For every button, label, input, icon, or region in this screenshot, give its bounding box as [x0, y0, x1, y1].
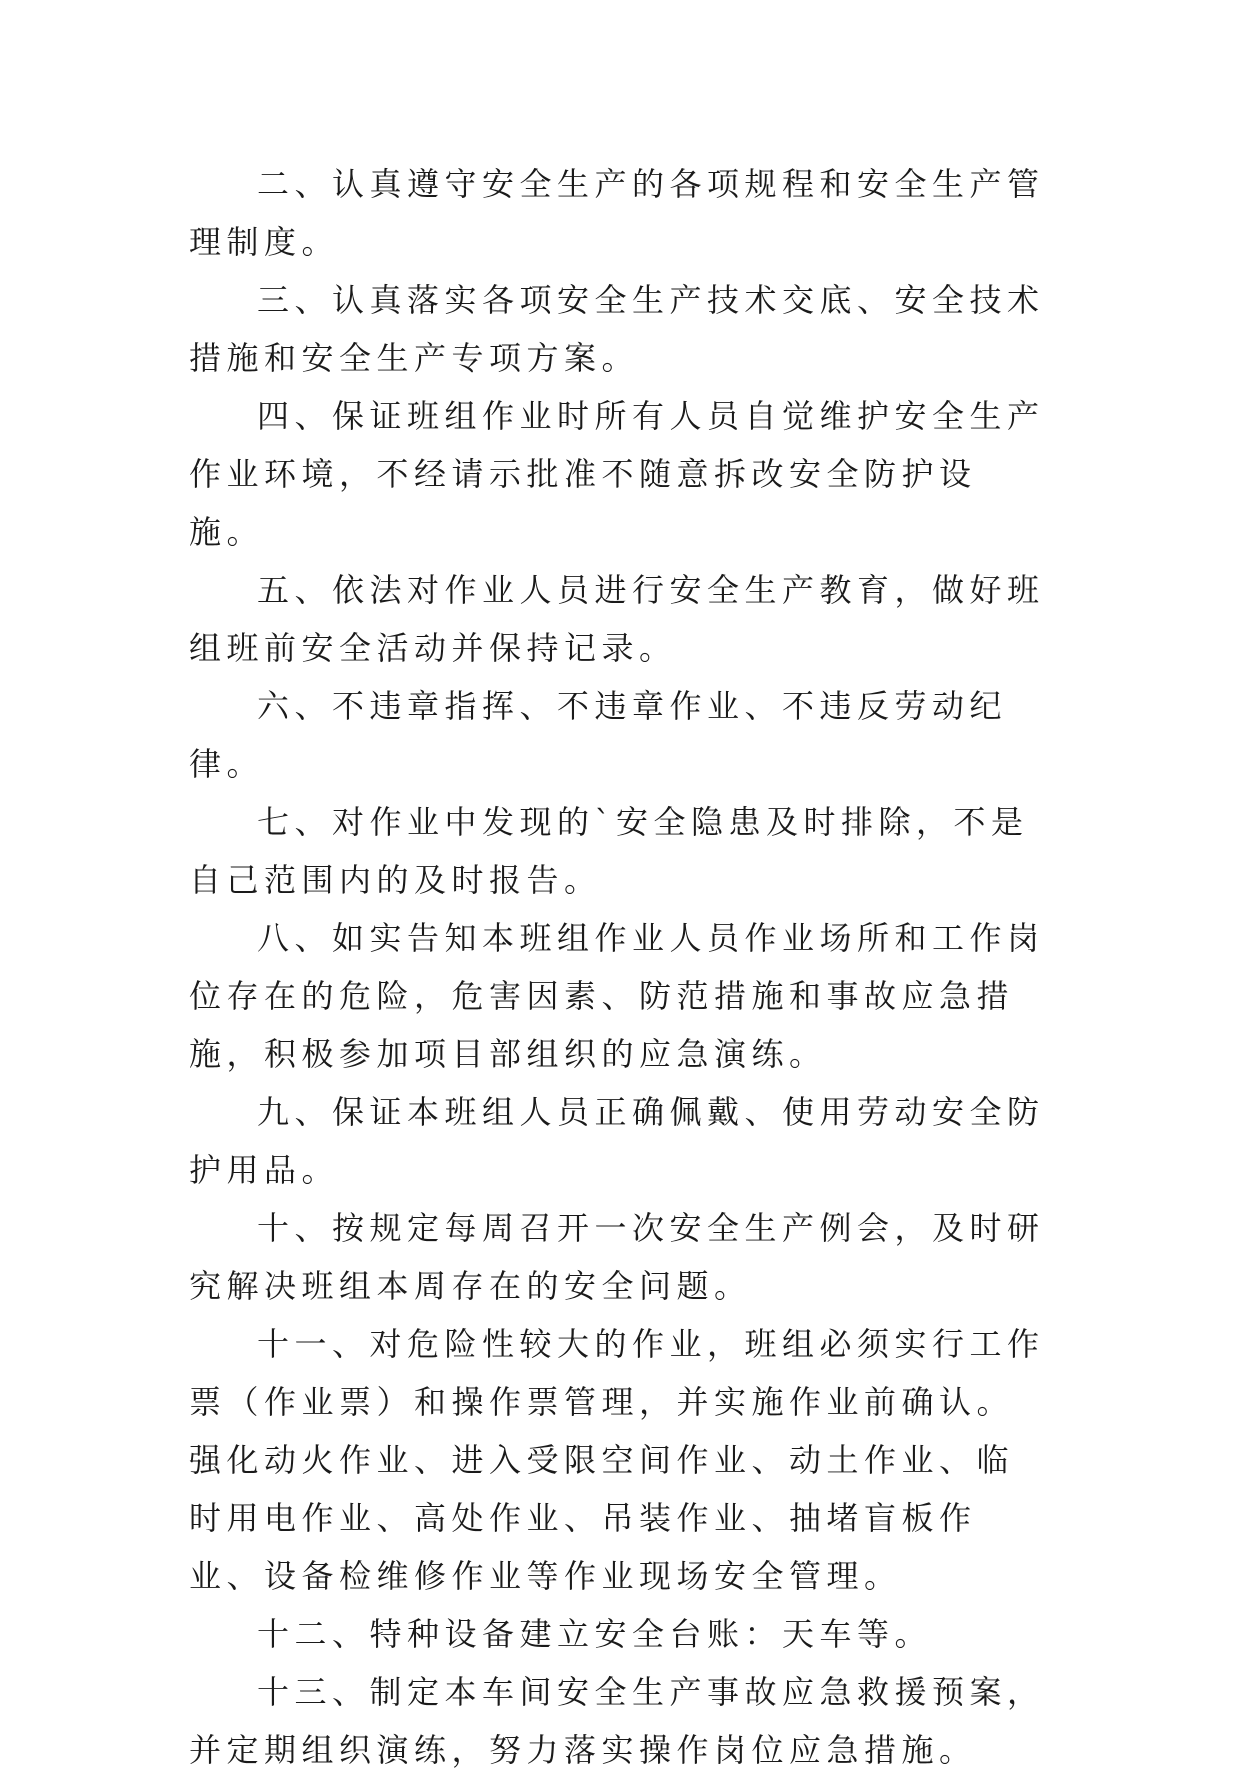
clause-7: 七、对作业中发现的`安全隐患及时排除，不是自己范围内的及时报告。 [189, 803, 1029, 899]
clause-2: 二、认真遵守安全生产的各项规程和安全生产管理制度。 [189, 165, 1045, 261]
clause-9: 九、保证本班组人员正确佩戴、使用劳动安全防护用品。 [189, 1093, 1045, 1189]
clause-12: 十二、特种设备建立安全台账：天车等。 [257, 1615, 933, 1653]
clause-13: 十三、制定本车间安全生产事故应急救援预案，并定期组织演练，努力落实操作岗位应急措施。 [189, 1673, 1045, 1769]
clause-10: 十、按规定每周召开一次安全生产例会，及时研究解决班组本周存在的安全问题。 [189, 1209, 1045, 1305]
document-body [189, 155, 1049, 1779]
clause-5: 五、依法对作业人员进行安全生产教育，做好班组班前安全活动并保持记录。 [189, 571, 1045, 667]
clause-3: 三、认真落实各项安全生产技术交底、安全技术措施和安全生产专项方案。 [189, 281, 1045, 377]
clause-6: 六、不违章指挥、不违章作业、不违反劳动纪律。 [189, 687, 1008, 783]
clause-11: 十一、对危险性较大的作业，班组必须实行工作票（作业票）和操作票管理，并实施作业前确认。强化动火作业、进入受限空间作业、动土作业、临时用电作业、高处作业、吊装作业、抽堵盲板作业、设备检维修作业等作业现场安全管理。 [189, 1325, 1045, 1595]
clause-8: 八、如实告知本班组作业人员作业场所和工作岗位存在的危险，危害因素、防范措施和事故应急措施，积极参加项目部组织的应急演练。 [189, 919, 1045, 1073]
clause-4: 四、保证班组作业时所有人员自觉维护安全生产作业环境，不经请示批准不随意拆改安全防护设施。 [189, 397, 1045, 551]
